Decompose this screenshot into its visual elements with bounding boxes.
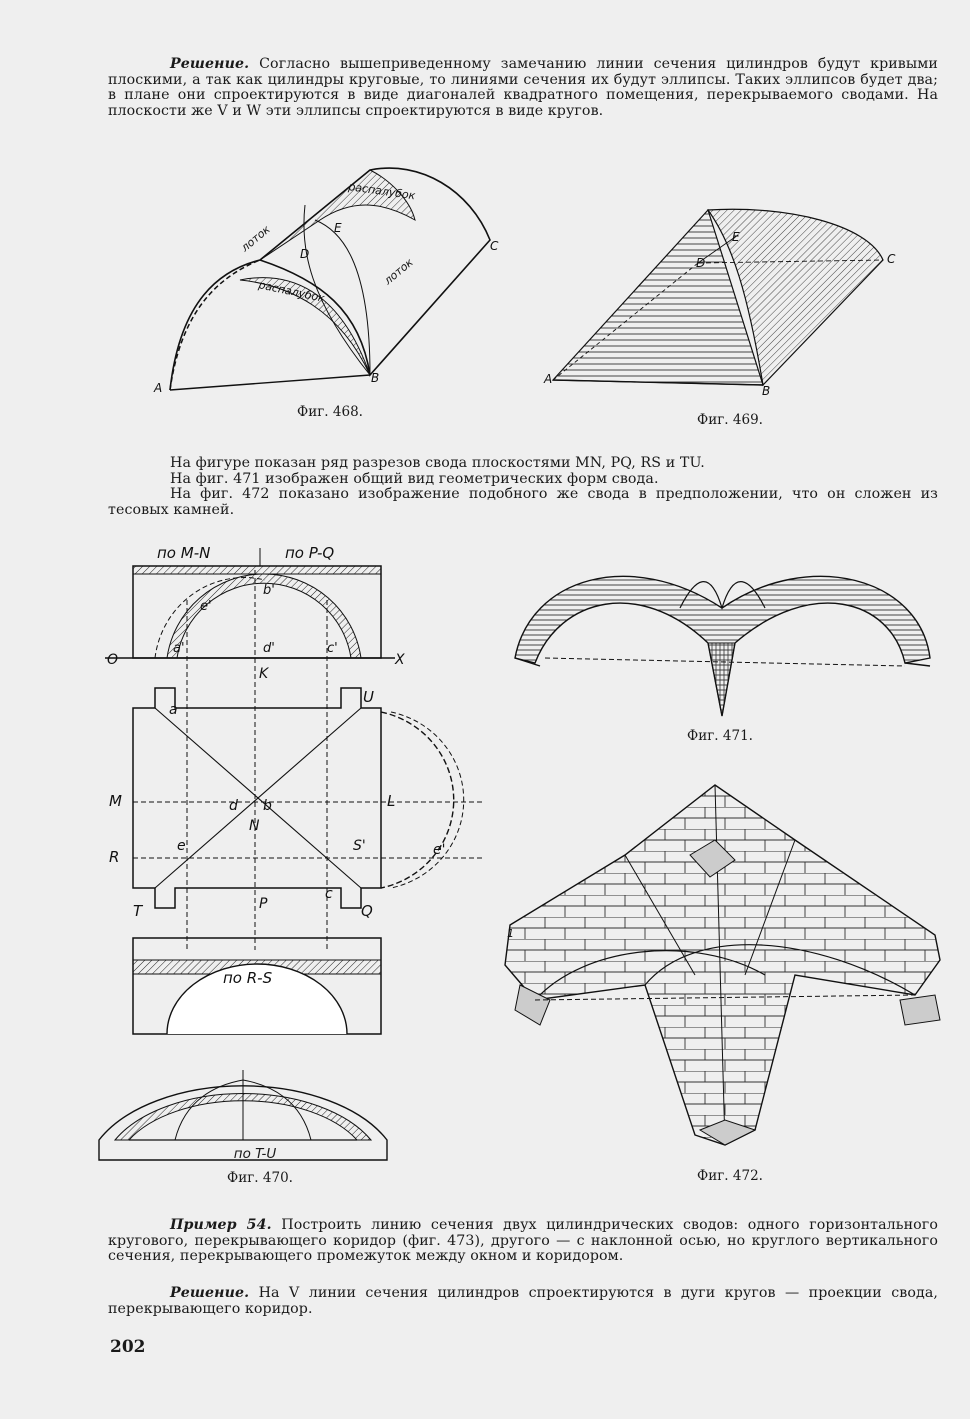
axis-O: O: [107, 652, 119, 668]
point-b1: b': [263, 583, 275, 598]
point-a1: a': [173, 641, 185, 656]
point-d1: d': [263, 641, 275, 656]
point-E: E: [334, 221, 342, 235]
paragraph-line: На фиг. 472 показано изображение подобного же свода в предположении, что он сложен из тесовых камней.: [108, 486, 938, 518]
point-U: U: [363, 688, 374, 706]
point-D: D: [300, 247, 310, 261]
paragraph-solution-2: [108, 1286, 938, 1317]
paragraph-line: На фиг. 471 изображен общий вид геометрических форм свода.: [170, 470, 659, 487]
point-B: B: [762, 384, 771, 398]
paragraph-solution-1: [108, 57, 938, 119]
caption-fig-472: Фиг. 472.: [697, 1168, 763, 1184]
point-d: d: [229, 798, 238, 814]
paragraph-text: На V линии сечения цилиндров спроектируются в дуги кругов — проекции свода, перекрывающего коридор.: [108, 1285, 938, 1317]
axis-X: X: [395, 652, 405, 668]
point-a: a: [169, 702, 178, 718]
point-E: E: [732, 230, 740, 244]
point-D: D: [696, 256, 706, 270]
point-L: L: [387, 792, 396, 810]
point-C: C: [490, 239, 499, 253]
label-one: 1: [507, 927, 514, 940]
paragraph-example-54: [108, 1218, 938, 1265]
figure-472: [495, 785, 955, 1160]
caption-fig-470: Фиг. 470.: [227, 1170, 293, 1186]
label-lotok-right: лоток: [381, 255, 416, 288]
caption-fig-468: Фиг. 468.: [297, 404, 363, 420]
point-b: b: [263, 798, 272, 814]
point-Q: Q: [361, 902, 373, 920]
point-A: A: [544, 372, 553, 386]
point-P: P: [259, 896, 268, 912]
point-e1: e': [200, 599, 212, 614]
point-N: N: [249, 818, 260, 834]
figure-471: [510, 548, 935, 716]
page-number: 202: [110, 1337, 146, 1357]
point-R: R: [109, 848, 120, 866]
label-section-tu: по T-U: [233, 1146, 277, 1162]
point-C: C: [887, 252, 896, 266]
figure-470: [105, 540, 500, 1160]
paragraph-lead: Решение.: [170, 1285, 250, 1301]
point-A: A: [154, 381, 163, 395]
point-e: e: [177, 838, 186, 854]
figure-468: [150, 160, 520, 405]
caption-fig-469: Фиг. 469.: [697, 412, 763, 428]
point-M: M: [109, 792, 122, 810]
label-section-mn: по M-N: [157, 544, 211, 562]
label-raspalubok-mid: распалубок: [257, 278, 327, 305]
paragraph-text: Построить линию сечения двух цилиндрических сводов: одного горизонтального кругового, перекрывающего коридор (фиг. 473), другого — с наклонной осью, но круглого вертикального сечения, перекрывающего промежуток между окном и коридором.: [108, 1217, 938, 1264]
figure-469: [544, 205, 908, 398]
point-K: K: [259, 666, 269, 682]
paragraph-text: Согласно вышеприведенному замечанию линии сечения цилиндров будут кривыми плоскими, а так как цилиндры круговые, то линиями сечения их будут эллипсы. Таких эллипсов будет два; в плане они спроектируются в виде диагоналей квадратного помещения, перекрываемого сводами. На плоскости же V и W эти эллипсы спроектируются в виде кругов.: [108, 56, 938, 119]
label-section-pq: по P-Q: [285, 544, 335, 562]
paragraph-line: На фигуре показан ряд разрезов свода плоскостями MN, PQ, RS и TU.: [170, 455, 705, 471]
label-raspalubok-top: распалубок: [347, 180, 417, 203]
point-c1: c': [327, 641, 338, 656]
paragraph-sections: [108, 456, 938, 518]
label-lotok-left: лоток: [238, 222, 273, 255]
point-c: c: [325, 886, 333, 902]
point-B: B: [371, 371, 380, 385]
point-S1: S': [353, 838, 366, 854]
paragraph-lead: Пример 54.: [170, 1217, 272, 1233]
point-T: T: [133, 902, 143, 920]
point-e2: e': [433, 842, 446, 858]
caption-fig-471: Фиг. 471.: [687, 728, 753, 744]
label-section-rs: по R-S: [223, 969, 273, 987]
paragraph-lead: Решение.: [170, 56, 250, 72]
